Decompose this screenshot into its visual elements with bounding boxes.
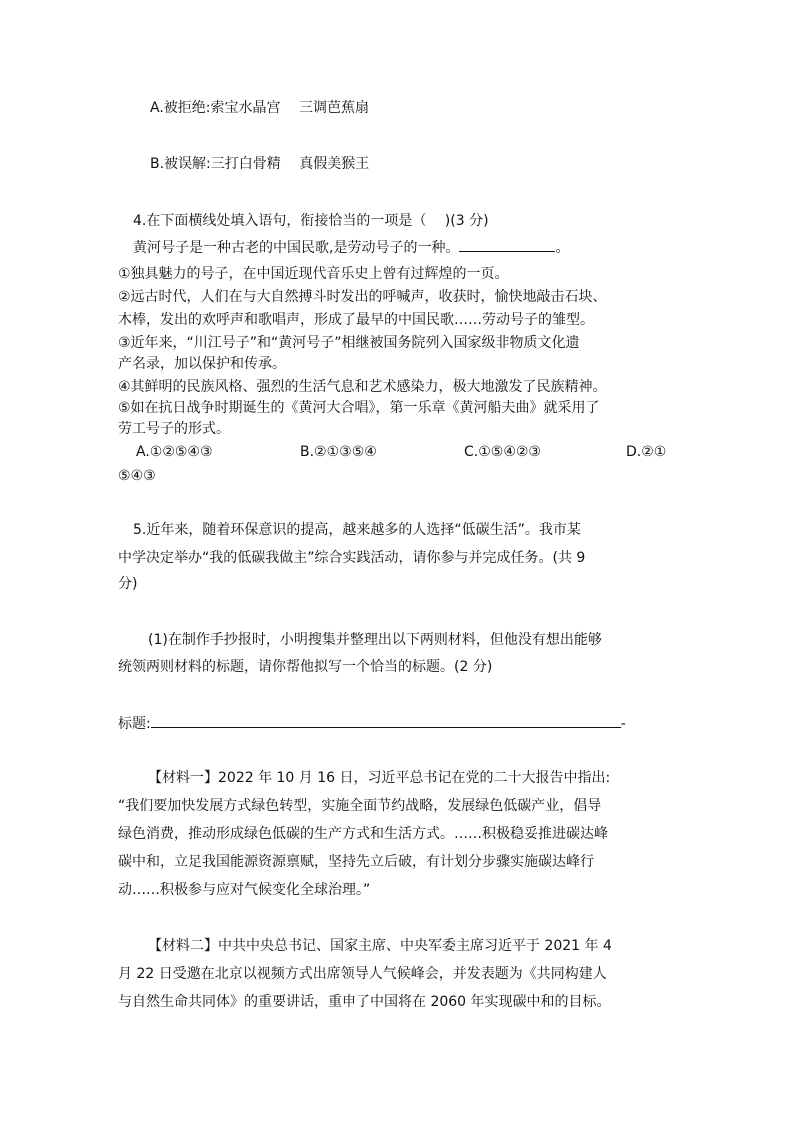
title-label: 标题: (118, 716, 151, 732)
q4-item: ①独具魅力的号子，在中国近现代音乐史上曾有过辉煌的一页。 (118, 266, 509, 282)
material1-line: 动……积极参与应对气候变化全球治理。” (118, 882, 371, 898)
title-input-blank[interactable] (151, 715, 621, 728)
q5-stem-line: 分) (118, 576, 138, 592)
material1-line: 碳中和，立足我国能源资源禀赋，坚持先立后破，有计划分步骤实施碳达峰行 (118, 854, 594, 870)
material2-line: 【材料二】中共中央总书记、国家主席、中央军委主席习近平于 2021 年 4 (148, 938, 612, 954)
title-end-mark: - (620, 716, 626, 732)
q5-sub1-line: (1)在制作手抄报时，小明搜集并整理出以下两则材料，但他没有想出能够 (148, 632, 602, 648)
q4-item: ③近年来，“川江号子”和“黄河号子”相继被国务院列入国家级非物质文化遗 (118, 335, 580, 351)
material1-line: 绿色消费，推动形成绿色低碳的生产方式和生活方式。……积极稳妥推进碳达峰 (118, 826, 608, 842)
q5-sub1-line: 统领两则材料的标题，请你帮他拟写一个恰当的标题。(2 分) (118, 659, 493, 675)
material2-line: 与自然生命共同体》的重要讲话，重申了中国将在 2060 年实现碳中和的目标。 (118, 994, 611, 1010)
q4-lead-text: 黄河号子是一种古老的中国民歌,是劳动号子的一种。 (133, 240, 460, 256)
choice-d-continued: ⑤④③ (118, 468, 156, 484)
option-b-text: B.被误解:三打白骨精 真假美猴王 (150, 156, 370, 172)
title-answer-line (118, 714, 626, 734)
q4-item: ⑤如在抗日战争时期诞生的《黄河大合唱》，第一乐章《黄河船夫曲》就采用了 (118, 400, 600, 416)
choice-d: D.②① (626, 444, 667, 460)
answer-blank[interactable] (459, 239, 555, 252)
option-a-text: A.被拒绝:索宝水晶宫 三调芭蕉扇 (150, 100, 369, 116)
q5-stem-line: 中学决定举办“我的低碳我做主”综合实践活动，请你参与并完成任务。(共 9 (118, 550, 586, 566)
q4-item: ②远古时代，人们在与大自然搏斗时发出的呼喊声，收获时，愉快地敲击石块、 (118, 289, 607, 305)
material1-line: “我们要加快发展方式绿色转型，实施全面节约战略，发展绿色低碳产业，倡导 (118, 798, 602, 814)
choice-b: B.②①③⑤④ (300, 444, 377, 460)
q4-lead (133, 238, 569, 258)
q4-item: 劳工号子的形式。 (118, 421, 230, 437)
choice-a: A.①②⑤④③ (136, 444, 213, 460)
choice-c: C.①⑤④②③ (464, 444, 541, 460)
material1-line: 【材料一】2022 年 10 月 16 日，习近平总书记在党的二十大报告中指出: (148, 770, 611, 786)
q4-item: 产名录，加以保护和传承。 (118, 356, 286, 372)
q5-stem-line: 5.近年来，随着环保意识的提高，越来越多的人选择“低碳生活”。我市某 (133, 522, 581, 538)
material2-line: 月 22 日受邀在北京以视频方式出席领导人气候峰会，并发表题为《共同构建人 (118, 966, 607, 982)
q4-lead-end: 。 (555, 240, 570, 256)
q4-stem: 4.在下面横线处填入语句，衔接恰当的一项是（ )(3 分) (133, 213, 489, 229)
q4-item: 木棒，发出的欢呼声和歌唱声，形成了最早的中国民歌……劳动号子的雏型。 (118, 312, 594, 328)
q4-item: ④其鲜明的民族风格、强烈的生活气息和艺术感染力，极大地激发了民族精神。 (118, 379, 607, 395)
